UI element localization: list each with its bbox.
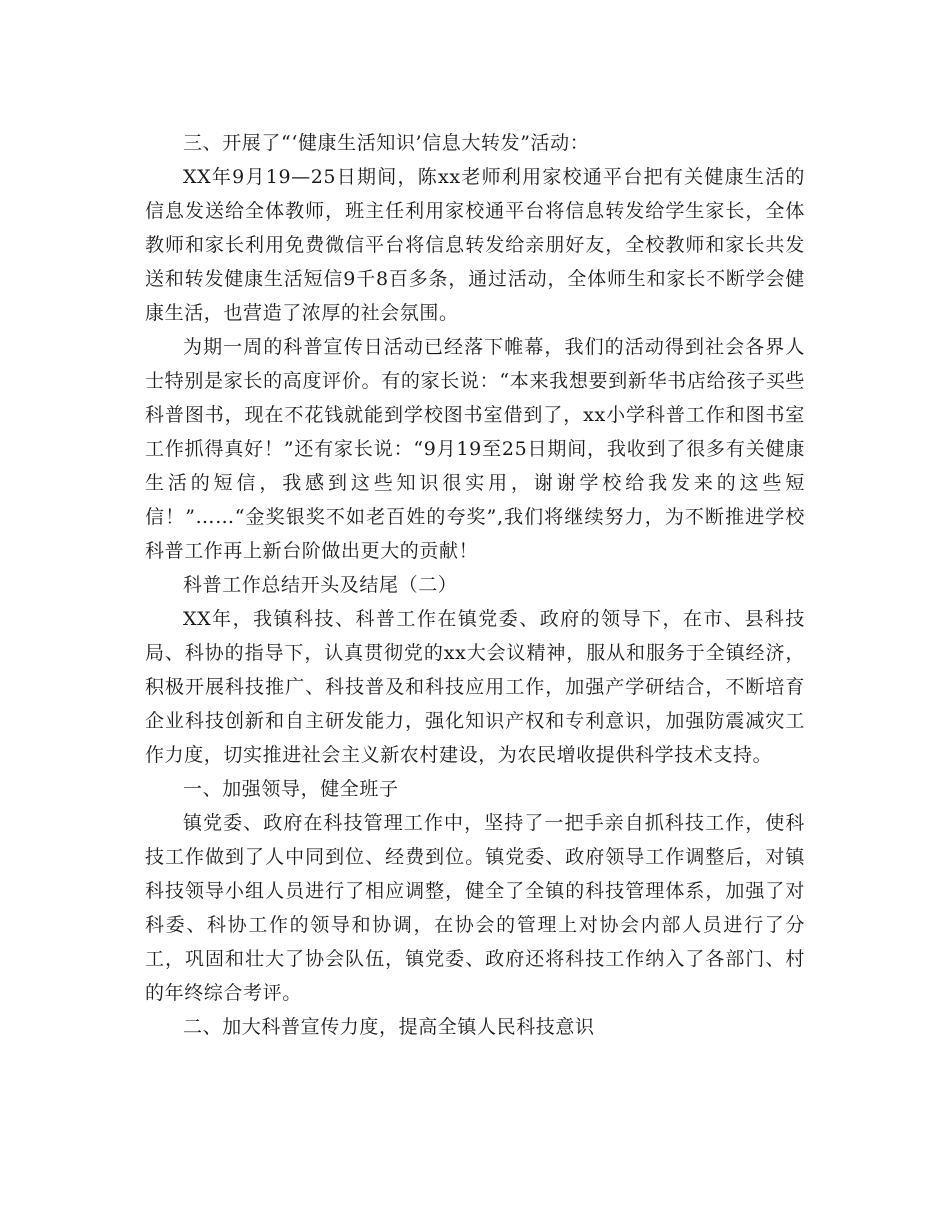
paragraph-town-overview: XX年，我镇科技、科普工作在镇党委、政府的领导下，在市、县科技局、科协的指导下，认真贯彻党的xx大会议精神，服从和服务于全镇经济，积极开展科技推广、科技普及和科技应用工作，加强产学研结合，不断培育企业科技创新和自主研发能力，强化知识产权和专利意识，加强防震减灾工作力度，切实推进社会主义新农村建设，为农民增收提供科学技术支持。 [145,608,805,766]
section-heading-two: 二、加大科普宣传力度，提高全镇人民科技意识 [183,1016,595,1038]
document-body [145,126,805,1044]
paragraph-parent-feedback: 为期一周的科普宣传日活动已经落下帷幕，我们的活动得到社会各界人士特别是家长的高度评价。有的家长说：“本来我想要到新华书店给孩子买些科普图书，现在不花钱就能到学校图书室借到了，xx小学科普工作和图书室工作抓得真好！”还有家长说：“9月19至25日期间，我收到了很多有关健康生活的短信，我感到这些知识很实用，谢谢学校给我发来的这些短信！”……“金奖银奖不如老百姓的夸奖”,我们将继续努力，为不断推进学校科普工作再上新台阶做出更大的贡献！ [145,336,805,562]
document-subtitle: 科普工作总结开头及结尾（二） [183,574,458,596]
section-heading-one: 一、加强领导，健全班子 [183,778,399,800]
paragraph-sms-campaign: XX年9月19—25日期间，陈xx老师利用家校通平台把有关健康生活的信息发送给全体教师，班主任利用家校通平台将信息转发给学生家长，全体教师和家长利用免费微信平台将信息转发给亲朋好友，全校教师和家长共发送和转发健康生活短信9千8百多条，通过活动，全体师生和家长不断学会健康生活，也营造了浓厚的社会氛围。 [145,166,805,324]
paragraph-leadership: 镇党委、政府在科技管理工作中，坚持了一把手亲自抓科技工作，使科技工作做到了人中同到位、经费到位。镇党委、政府领导工作调整后，对镇科技领导小组人员进行了相应调整，健全了全镇的科技管理体系，加强了对科委、科协工作的领导和协调，在协会的管理上对协会内部人员进行了分工，巩固和壮大了协会队伍，镇党委、政府还将科技工作纳入了各部门、村的年终综合考评。 [145,812,805,1004]
section-heading-three: 三、开展了“‘健康生活知识’信息大转发”活动： [183,132,590,154]
